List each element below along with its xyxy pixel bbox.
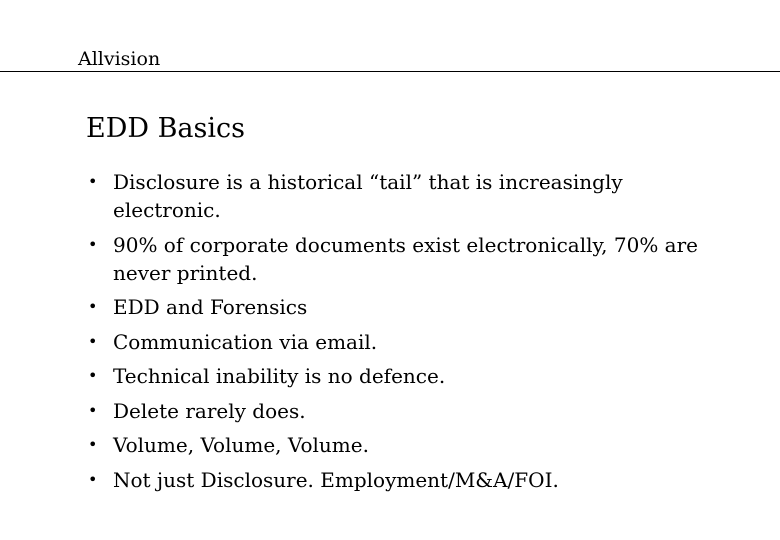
bullet-text: 90% of corporate documents exist electronically, 70% are never printed. [113, 232, 698, 285]
bullet-text: Technical inability is no defence. [113, 364, 446, 388]
bullet-text: Disclosure is a historical “tail” that is increasingly electronic. [113, 170, 623, 222]
bullet-item [86, 328, 726, 356]
bullet-text: Volume, Volume, Volume. [113, 433, 369, 457]
bullet-item [86, 168, 726, 224]
bullet-text: Communication via email. [113, 329, 378, 354]
slide-title: EDD Basics [86, 113, 245, 144]
bullet-item [86, 293, 726, 321]
header-divider [0, 71, 780, 72]
bullet-icon: • [88, 234, 98, 254]
bullet-text: Delete rarely does. [113, 398, 306, 423]
bullet-icon: • [88, 435, 98, 454]
bullet-item [86, 362, 726, 390]
bullet-item [86, 397, 726, 425]
header-company-name: Allvision [78, 48, 161, 70]
bullet-item [86, 466, 726, 494]
bullet-item [86, 231, 726, 287]
bullet-text: Not just Disclosure. Employment/M&A/FOI. [113, 467, 559, 492]
bullet-item [86, 431, 726, 459]
bullet-icon: • [88, 331, 98, 351]
bullet-icon: • [88, 172, 98, 191]
bullet-icon: • [88, 400, 98, 420]
bullet-icon: • [88, 469, 98, 489]
bullet-icon: • [88, 366, 98, 385]
bullet-text: EDD and Forensics [113, 295, 308, 319]
bullet-list [86, 168, 726, 500]
bullet-icon: • [88, 297, 98, 316]
